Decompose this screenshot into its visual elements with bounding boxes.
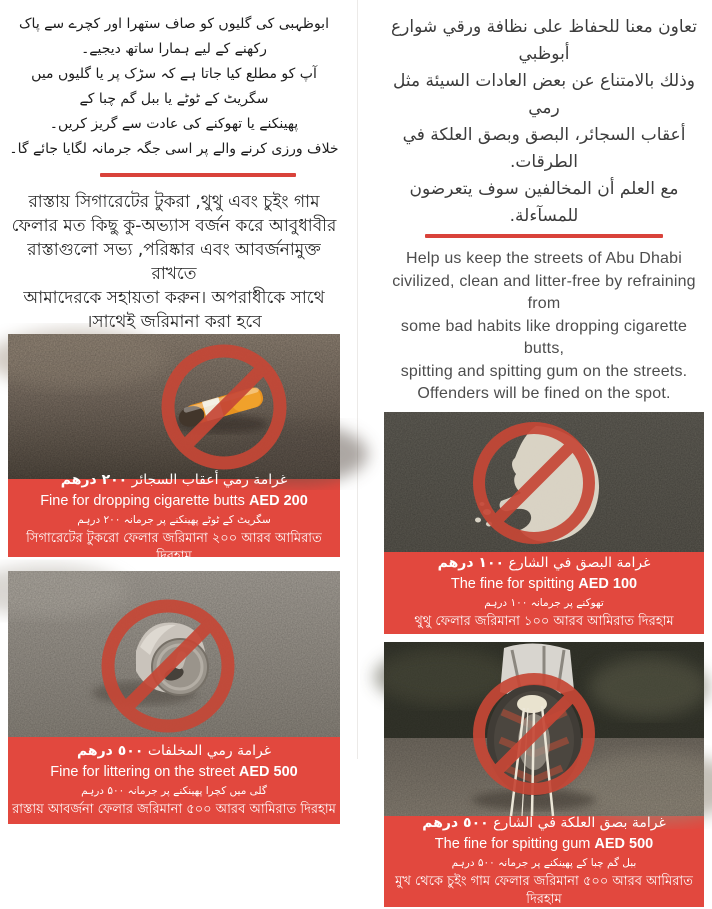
bengali-intro-line: রাস্তায় সিগারেটের টুকরা ,থুথু এবং চুইং গাম: [28, 192, 320, 212]
arabic-intro-line: تعاون معنا للحفاظ على نظافة ورقي شوارع أبوظبي: [391, 17, 697, 64]
english-intro-line: spitting and spitting gum on the streets.: [400, 362, 688, 380]
banner-english-line: [384, 575, 704, 594]
gum-on-shoe-photo: [384, 642, 704, 816]
banner-arabic-line: [8, 471, 340, 490]
fine-banner-gum: [384, 816, 704, 907]
littered-can-photo: [8, 571, 340, 737]
bengali-intro-line: ।সাথেই জরিমানা করা হবে: [86, 312, 262, 332]
banner-urdu-text: ببل گم چبا کے پھینکنے پر جرمانہ ۵۰۰ درہم: [451, 856, 637, 869]
red-divider: [425, 234, 663, 238]
english-intro-line: Help us keep the streets of Abu Dhabi: [405, 250, 682, 267]
english-intro-line: some bad habits like dropping cigarette butts,: [400, 317, 688, 357]
bengali-intro-line: আমাদেরকে সহায়তা করুন। অপরাধীকে সাথে: [23, 288, 325, 308]
banner-urdu-text: گلی میں کچرا پھینکنے پر جرمانہ ۵۰۰ درہم: [81, 785, 267, 797]
english-intro-line: civilized, clean and litter-free by refraining from: [392, 272, 696, 312]
banner-english-text: Fine for littering on the street: [50, 764, 235, 780]
banner-english-amount: AED 500: [238, 764, 298, 780]
urdu-intro-text: [8, 12, 340, 162]
arabic-intro-line: أعقاب السجائر، البصق وبصق العلكة في الطرقات.: [402, 125, 686, 172]
banner-english-amount: AED 100: [578, 576, 638, 592]
red-divider: [100, 173, 296, 177]
spitting-silhouette-photo: [384, 412, 704, 552]
banner-arabic-text: غرامة رمي المخلفات: [147, 743, 272, 759]
banner-english-text: Fine for dropping cigarette butts: [40, 492, 245, 509]
fine-banner-cigarette: [8, 471, 340, 564]
banner-arabic-amount: ٢٠٠ درهم: [60, 471, 128, 488]
banner-arabic-line: [384, 554, 704, 573]
banner-english-amount: AED 200: [248, 492, 308, 509]
banner-bengali-text: সিগারেটের টুকরো ফেলার জরিমানা ২০০ আরব আমিরাত দিরহাম: [26, 530, 322, 564]
column-fold-line: [357, 0, 358, 759]
banner-urdu-text: سگریٹ کے ٹوٹے پھینکنے پر جرمانہ ۲۰۰ درہم: [77, 513, 271, 526]
banner-bengali-text: থুথু ফেলার জরিমানা ১০০ আরব আমিরাত দিরহাম: [414, 614, 674, 629]
fine-banner-littering: [8, 737, 340, 824]
banner-english-text: The fine for spitting: [450, 576, 575, 592]
banner-arabic-line: [384, 814, 704, 833]
banner-arabic-text: غرامة البصق في الشارع: [508, 555, 651, 571]
banner-english-line: [8, 492, 340, 511]
banner-bengali-text: মুখ থেকে চুইং গাম ফেলার জরিমানা ৫০০ আরব আমিরাত দিরহাম: [395, 873, 693, 907]
banner-arabic-text: غرامة رمي أعقاب السجائر: [131, 471, 288, 488]
banner-urdu-text: تھوکنے پر جرمانہ ۱۰۰ درہم: [484, 597, 604, 609]
urdu-intro-line: ابوظہبی کی گلیوں کو صاف ستھرا اور کچرے سے پاک رکھنے کے لیے ہمارا ساتھ دیجیے۔: [19, 16, 329, 57]
cigarette-butt-photo: [8, 334, 340, 479]
right-column: [384, 0, 704, 907]
banner-arabic-text: غرامة بصق العلكة في الشارع: [493, 814, 666, 831]
banner-english-text: The fine for spitting gum: [434, 835, 591, 852]
urdu-intro-line: خلاف ورزی کرنے والے پر اسی جگہ جرمانہ لگایا جائے گا۔: [9, 141, 339, 157]
bengali-intro-line: রাস্তাগুলো সভ্য ,পরিষ্কার এবং আবর্জনামুক্ত রাখতে: [27, 240, 321, 284]
english-intro-line: Offenders will be fined on the spot.: [417, 385, 671, 402]
arabic-intro-line: مع العلم أن المخالفين سوف يتعرضون للمسآءلة.: [409, 179, 679, 226]
banner-english-line: [384, 835, 704, 854]
fine-banner-spitting: [384, 552, 704, 634]
banner-arabic-amount: ١٠٠ درهم: [437, 555, 505, 571]
urdu-intro-line: آپ کو مطلع کیا جاتا ہے کہ سڑک پر یا گلیوں میں سگریٹ کے ٹوٹے یا ببل گم چبا کے: [31, 66, 317, 107]
left-column: [8, 0, 340, 824]
urdu-intro-line: پھینکنے یا تھوکنے کی عادت سے گریز کریں۔: [49, 116, 299, 132]
bengali-intro-line: ফেলার মত কিছু কু-অভ্যাস বর্জন করে আবুধাবীর: [11, 216, 337, 236]
banner-arabic-line: [8, 742, 340, 761]
banner-english-line: [8, 763, 340, 782]
bengali-intro-text: [8, 190, 340, 334]
banner-arabic-amount: ٥٠٠ درهم: [76, 743, 144, 759]
banner-bengali-text: রাস্তায় আবর্জনা ফেলার জরিমানা ৫০০ আরব আমিরাত দিরহাম: [12, 802, 336, 817]
arabic-intro-text: [384, 14, 704, 230]
arabic-intro-line: وذلك بالامتناع عن بعض العادات السيئة مثل رمي: [393, 71, 695, 118]
banner-arabic-amount: ٥٠٠ درهم: [422, 814, 489, 831]
english-intro-text: [384, 248, 704, 406]
banner-english-amount: AED 500: [594, 835, 654, 852]
